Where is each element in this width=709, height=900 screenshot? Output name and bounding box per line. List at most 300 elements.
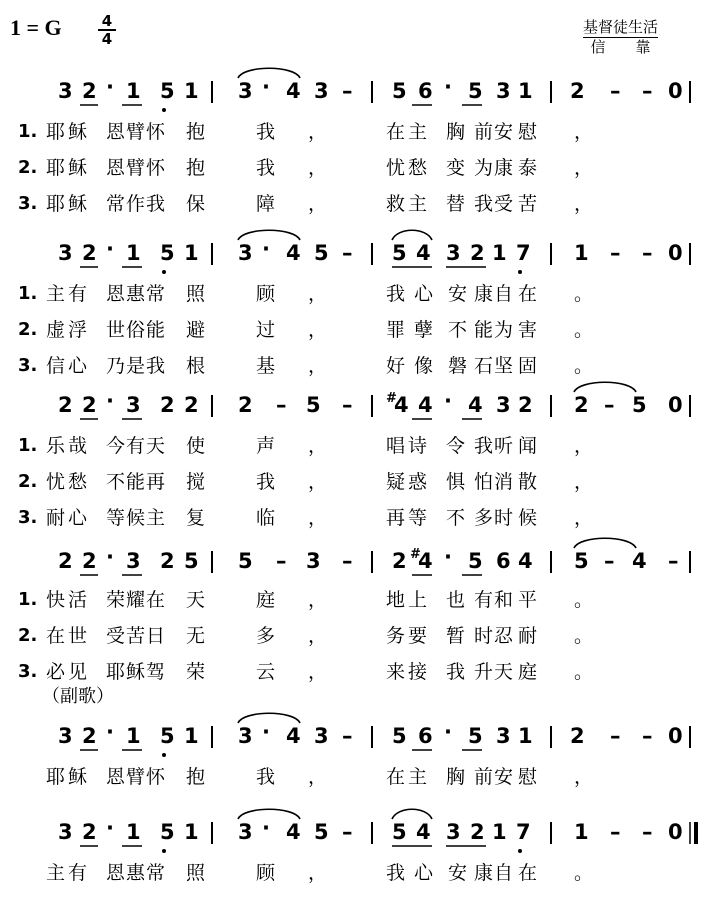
note: 5 xyxy=(160,724,175,748)
lyric-char: 恩 xyxy=(106,121,126,143)
note: 2 xyxy=(82,241,97,265)
note: 2 xyxy=(82,393,97,417)
lyric-char: 好 xyxy=(386,355,406,377)
note: 5 xyxy=(574,549,589,573)
verse-number: 1. xyxy=(18,435,38,456)
note: 1 xyxy=(518,724,533,748)
low-octave-dot xyxy=(162,270,166,274)
tie-slur xyxy=(392,230,432,240)
note: 2 xyxy=(570,724,585,748)
lyric-char: 基 xyxy=(256,355,276,377)
note: 5 xyxy=(160,820,175,844)
lyric-char: 务 xyxy=(386,625,406,647)
lyric-char: 时 xyxy=(494,507,514,529)
lyric-char: 保 xyxy=(186,193,206,215)
lyric-char: 有 xyxy=(474,589,494,611)
lyric-char: 常 xyxy=(146,283,166,305)
lyric-char: 主 xyxy=(46,862,66,884)
lyric-char: 臂 xyxy=(126,766,146,788)
lyric-char: 罪 xyxy=(386,319,406,341)
meter-numerator: 4 xyxy=(98,14,116,31)
lyric-char: 根 xyxy=(186,355,206,377)
lyric-char: ， xyxy=(308,589,328,611)
dash: – xyxy=(342,549,353,573)
note: 2 xyxy=(82,724,97,748)
augmentation-dot: · xyxy=(106,75,114,99)
augmentation-dot: · xyxy=(262,237,270,261)
lyric-char: 乃 xyxy=(106,355,126,377)
lyric-char: ， xyxy=(574,121,594,143)
lyric-char: 为 xyxy=(494,319,514,341)
lyric-char: 闻 xyxy=(518,435,538,457)
source-title: 基督徒生活 xyxy=(583,18,659,36)
note: 2 xyxy=(184,393,199,417)
tie-slur xyxy=(574,382,636,392)
note: 4 xyxy=(416,820,431,844)
note: 3 xyxy=(496,79,511,103)
lyric-char: 怀 xyxy=(146,121,166,143)
lyric-char: 天 xyxy=(494,661,514,683)
note: 3 xyxy=(446,820,461,844)
lyric-char: 苦 xyxy=(126,625,146,647)
note: 4 xyxy=(286,79,301,103)
lyric-char: 诗 xyxy=(408,435,428,457)
lyric-char: 主 xyxy=(408,121,428,143)
note: 3 xyxy=(126,393,141,417)
dash: – xyxy=(604,393,615,417)
verse-number: 2. xyxy=(18,157,38,178)
lyric-char: 前 xyxy=(474,121,494,143)
lyric-char: 忧 xyxy=(386,157,406,179)
note: 1 xyxy=(184,724,199,748)
lyric-char: 像 xyxy=(414,355,434,377)
note: 2 xyxy=(82,549,97,573)
lyric-char: 泰 xyxy=(518,157,538,179)
lyric-char: 避 xyxy=(186,319,206,341)
lyric-char: 愁 xyxy=(408,157,428,179)
dash: – xyxy=(604,549,615,573)
note: 2 xyxy=(470,241,485,265)
dash: – xyxy=(642,820,653,844)
low-octave-dot xyxy=(162,753,166,757)
note: 2 xyxy=(160,549,175,573)
time-signature xyxy=(98,14,116,46)
lyric-char: 疑 xyxy=(386,471,406,493)
note: 0 xyxy=(668,393,683,417)
lyric-char: 庭 xyxy=(256,589,276,611)
lyric-char: 不 xyxy=(446,507,466,529)
lyric-char: 消 xyxy=(494,471,514,493)
dash: – xyxy=(342,79,353,103)
verse-number: 3. xyxy=(18,507,38,528)
low-octave-dot xyxy=(518,849,522,853)
note: 1 xyxy=(126,241,141,265)
note: 1 xyxy=(492,820,507,844)
lyric-char: 我 xyxy=(474,435,494,457)
lyric-char: 慰 xyxy=(518,121,538,143)
verse-number: 3. xyxy=(18,661,38,682)
lyric-char: ， xyxy=(308,157,328,179)
lyric-char: 康 xyxy=(474,862,494,884)
lyric-char: 在 xyxy=(386,766,406,788)
note: 3 xyxy=(238,241,253,265)
lyric-char: 临 xyxy=(256,507,276,529)
lyric-char: 过 xyxy=(256,319,276,341)
lyric-char: 心 xyxy=(414,862,434,884)
lyric-char: 声 xyxy=(256,435,276,457)
note: 5 xyxy=(392,241,407,265)
lyric-char: 怀 xyxy=(146,157,166,179)
note: 3 xyxy=(238,724,253,748)
sharp-sign: # xyxy=(410,547,421,562)
note: 4 xyxy=(416,241,431,265)
note: 5 xyxy=(160,241,175,265)
lyric-char: 常 xyxy=(146,862,166,884)
lyric-char: 活 xyxy=(68,589,88,611)
lyric-char: 再 xyxy=(386,507,406,529)
lyric-char: 主 xyxy=(146,507,166,529)
verse-number: 3. xyxy=(18,193,38,214)
note: 5 xyxy=(314,820,329,844)
lyric-char: 恩 xyxy=(106,862,126,884)
lyric-char: 耀 xyxy=(126,589,146,611)
note: 2 xyxy=(574,393,589,417)
key-signature: 1 = G xyxy=(10,15,62,40)
dash: – xyxy=(642,724,653,748)
lyric-char: 要 xyxy=(408,625,428,647)
lyric-char: 恩 xyxy=(106,766,126,788)
note: 1 xyxy=(184,79,199,103)
note: 5 xyxy=(468,79,483,103)
lyric-char: 我 xyxy=(386,862,406,884)
lyric-char: 乐 xyxy=(46,435,66,457)
note: 1 xyxy=(126,79,141,103)
lyric-char: 耐 xyxy=(518,625,538,647)
lyric-char: 受 xyxy=(106,625,126,647)
lyric-char: 主 xyxy=(408,766,428,788)
dash: – xyxy=(342,820,353,844)
lyric-char: 我 xyxy=(386,283,406,305)
lyric-char: 等 xyxy=(408,507,428,529)
dash: – xyxy=(642,241,653,265)
lyric-char: 复 xyxy=(186,507,206,529)
lyric-char: 听 xyxy=(494,435,514,457)
note: 1 xyxy=(126,820,141,844)
lyric-char: 使 xyxy=(186,435,206,457)
lyric-char: 俗 xyxy=(126,319,146,341)
lyric-char: 在 xyxy=(386,121,406,143)
lyric-char: 哉 xyxy=(68,435,88,457)
lyric-char: ， xyxy=(308,766,328,788)
lyric-char: 信 xyxy=(46,355,66,377)
lyric-char: 自 xyxy=(494,283,514,305)
lyric-char: 稣 xyxy=(68,766,88,788)
lyric-char: 令 xyxy=(446,435,466,457)
lyric-char: ， xyxy=(574,157,594,179)
lyric-char: 是 xyxy=(126,355,146,377)
lyric-char: ， xyxy=(308,471,328,493)
note: 4 xyxy=(418,393,433,417)
verse-number: 2. xyxy=(18,471,38,492)
lyric-char: 惧 xyxy=(446,471,466,493)
verse-number: 3. xyxy=(18,355,38,376)
lyric-char: 稣 xyxy=(126,661,146,683)
lyric-char: 来 xyxy=(386,661,406,683)
dash: – xyxy=(276,393,287,417)
note: 4 xyxy=(468,393,483,417)
note: 0 xyxy=(668,724,683,748)
lyric-char: ， xyxy=(308,355,328,377)
lyric-char: 主 xyxy=(46,283,66,305)
augmentation-dot: · xyxy=(106,389,114,413)
lyric-char: 能 xyxy=(474,319,494,341)
lyric-char: 多 xyxy=(474,507,494,529)
lyric-char: 再 xyxy=(146,471,166,493)
credit-block xyxy=(583,18,658,56)
lyric-char: ， xyxy=(574,193,594,215)
lyric-char: ， xyxy=(574,435,594,457)
lyric-char: 和 xyxy=(494,589,514,611)
lyric-char: 愁 xyxy=(68,471,88,493)
lyric-char: 心 xyxy=(68,355,88,377)
lyric-char: 在 xyxy=(146,589,166,611)
augmentation-dot: · xyxy=(444,389,452,413)
lyric-char: 多 xyxy=(256,625,276,647)
lyric-char: 我 xyxy=(256,766,276,788)
lyric-char: 接 xyxy=(408,661,428,683)
note: 2 xyxy=(58,549,73,573)
lyric-char: 石 xyxy=(474,355,494,377)
augmentation-dot: · xyxy=(106,720,114,744)
note: 2 xyxy=(58,393,73,417)
lyric-char: 天 xyxy=(186,589,206,611)
lyric-char: 荣 xyxy=(106,589,126,611)
lyric-char: 安 xyxy=(494,766,514,788)
lyric-char: 障 xyxy=(256,193,276,215)
lyric-char: ， xyxy=(308,283,328,305)
lyric-char: 慰 xyxy=(518,766,538,788)
lyric-char: 我 xyxy=(256,121,276,143)
lyric-char: 升 xyxy=(474,661,494,683)
verse-number: 2. xyxy=(18,319,38,340)
lyric-char: 在 xyxy=(518,283,538,305)
note: 4 xyxy=(286,241,301,265)
note: 5 xyxy=(468,724,483,748)
lyric-char: 。 xyxy=(574,283,594,305)
lyric-char: 云 xyxy=(256,661,276,683)
lyric-char: 安 xyxy=(448,862,468,884)
lyric-char: 。 xyxy=(574,355,594,377)
lyric-char: 耶 xyxy=(46,766,66,788)
note: 5 xyxy=(306,393,321,417)
lyric-char: 浮 xyxy=(68,319,88,341)
verse-number: 2. xyxy=(18,625,38,646)
note: 2 xyxy=(518,393,533,417)
lyric-char: 受 xyxy=(494,193,514,215)
lyric-char: 害 xyxy=(518,319,538,341)
lyric-char: 照 xyxy=(186,283,206,305)
lyric-char: 臂 xyxy=(126,157,146,179)
note: 1 xyxy=(184,241,199,265)
note: 6 xyxy=(418,79,433,103)
note: 5 xyxy=(392,79,407,103)
lyric-char: 我 xyxy=(146,355,166,377)
lyric-char: 在 xyxy=(518,862,538,884)
lyric-char: 候 xyxy=(518,507,538,529)
lyric-char: 惑 xyxy=(408,471,428,493)
lyric-char: 耐 xyxy=(46,507,66,529)
dash: – xyxy=(610,241,621,265)
augmentation-dot: · xyxy=(106,545,114,569)
lyric-char: 唱 xyxy=(386,435,406,457)
lyric-char: ， xyxy=(308,193,328,215)
note: 2 xyxy=(470,820,485,844)
lyric-char: 。 xyxy=(574,589,594,611)
lyric-char: 前 xyxy=(474,766,494,788)
meter-denominator: 4 xyxy=(101,30,113,48)
note: 2 xyxy=(392,549,407,573)
note: 2 xyxy=(160,393,175,417)
lyric-char: 怀 xyxy=(146,766,166,788)
lyric-char: 固 xyxy=(518,355,538,377)
note: 3 xyxy=(446,241,461,265)
lyric-char: 世 xyxy=(106,319,126,341)
note: 1 xyxy=(518,79,533,103)
lyric-char: 能 xyxy=(126,471,146,493)
note: 5 xyxy=(314,241,329,265)
note: 1 xyxy=(574,820,589,844)
lyric-char: 必 xyxy=(46,661,66,683)
note: 4 xyxy=(286,724,301,748)
lyric-char: 今 xyxy=(106,435,126,457)
note: 4 xyxy=(418,549,433,573)
lyric-char: 散 xyxy=(518,471,538,493)
dash: – xyxy=(610,79,621,103)
note: 3 xyxy=(58,79,73,103)
note: 1 xyxy=(184,820,199,844)
augmentation-dot: · xyxy=(444,720,452,744)
lyric-char: 恩 xyxy=(106,157,126,179)
dash: – xyxy=(276,549,287,573)
lyric-char: 日 xyxy=(146,625,166,647)
lyric-char: 抱 xyxy=(186,121,206,143)
low-octave-dot xyxy=(518,270,522,274)
lyric-char: 恩 xyxy=(106,283,126,305)
lyric-char: 稣 xyxy=(68,121,88,143)
low-octave-dot xyxy=(162,849,166,853)
note: 4 xyxy=(394,393,409,417)
lyric-char: 耶 xyxy=(46,121,66,143)
note: 0 xyxy=(668,241,683,265)
note: 2 xyxy=(570,79,585,103)
lyric-char: 我 xyxy=(446,661,466,683)
lyric-char: 搅 xyxy=(186,471,206,493)
lyric-char: ， xyxy=(308,507,328,529)
dash: – xyxy=(342,724,353,748)
note: 3 xyxy=(496,724,511,748)
note: 5 xyxy=(238,549,253,573)
augmentation-dot: · xyxy=(262,720,270,744)
lyric-char: 安 xyxy=(494,121,514,143)
lyric-char: ， xyxy=(308,862,328,884)
lyric-char: 也 xyxy=(446,589,466,611)
lyric-char: 不 xyxy=(448,319,468,341)
lyric-char: 苦 xyxy=(518,193,538,215)
lyric-char: ， xyxy=(574,766,594,788)
lyric-char: 。 xyxy=(574,625,594,647)
lyric-char: 无 xyxy=(186,625,206,647)
lyric-char: 荣 xyxy=(186,661,206,683)
note: 3 xyxy=(58,820,73,844)
lyric-char: 虚 xyxy=(46,319,66,341)
lyric-char: 平 xyxy=(518,589,538,611)
lyric-char: 作 xyxy=(126,193,146,215)
lyric-char: 替 xyxy=(446,193,466,215)
note: 6 xyxy=(418,724,433,748)
augmentation-dot: · xyxy=(262,75,270,99)
note: 3 xyxy=(58,724,73,748)
chorus-label: （副歌） xyxy=(42,686,114,707)
lyric-char: 候 xyxy=(126,507,146,529)
note: 1 xyxy=(126,724,141,748)
note: 3 xyxy=(314,724,329,748)
lyric-char: 。 xyxy=(574,661,594,683)
note: 3 xyxy=(306,549,321,573)
lyric-char: 有 xyxy=(126,435,146,457)
lyric-char: 胸 xyxy=(446,121,466,143)
lyric-char: 地 xyxy=(386,589,406,611)
lyric-char: 康 xyxy=(494,157,514,179)
lyric-char: 我 xyxy=(256,157,276,179)
lyric-char: 顾 xyxy=(256,862,276,884)
low-octave-dot xyxy=(162,108,166,112)
lyric-char: 孽 xyxy=(414,319,434,341)
note: 5 xyxy=(184,549,199,573)
note: 0 xyxy=(668,79,683,103)
lyric-char: 在 xyxy=(46,625,66,647)
lyric-char: 有 xyxy=(68,862,88,884)
note: 2 xyxy=(82,820,97,844)
note: 7 xyxy=(516,820,531,844)
augmentation-dot: · xyxy=(262,816,270,840)
lyric-char: 我 xyxy=(474,193,494,215)
lyric-char: 磐 xyxy=(448,355,468,377)
lyric-char: 抱 xyxy=(186,157,206,179)
lyric-char: 天 xyxy=(146,435,166,457)
note: 3 xyxy=(496,393,511,417)
note: 3 xyxy=(238,79,253,103)
note: 2 xyxy=(82,79,97,103)
lyric-char: 心 xyxy=(68,507,88,529)
lyric-char: 照 xyxy=(186,862,206,884)
lyric-char: 忍 xyxy=(494,625,514,647)
lyric-char: ， xyxy=(308,661,328,683)
lyric-char: 不 xyxy=(106,471,126,493)
note: 4 xyxy=(632,549,647,573)
lyric-char: ， xyxy=(308,435,328,457)
note: 5 xyxy=(160,79,175,103)
lyric-char: 变 xyxy=(446,157,466,179)
dash: – xyxy=(610,820,621,844)
augmentation-dot: · xyxy=(444,75,452,99)
lyric-char: 惠 xyxy=(126,283,146,305)
lyric-char: 稣 xyxy=(68,157,88,179)
lyric-char: 我 xyxy=(256,471,276,493)
dash: – xyxy=(668,549,679,573)
lyric-char: ， xyxy=(308,121,328,143)
note: 4 xyxy=(518,549,533,573)
verse-number: 1. xyxy=(18,589,38,610)
